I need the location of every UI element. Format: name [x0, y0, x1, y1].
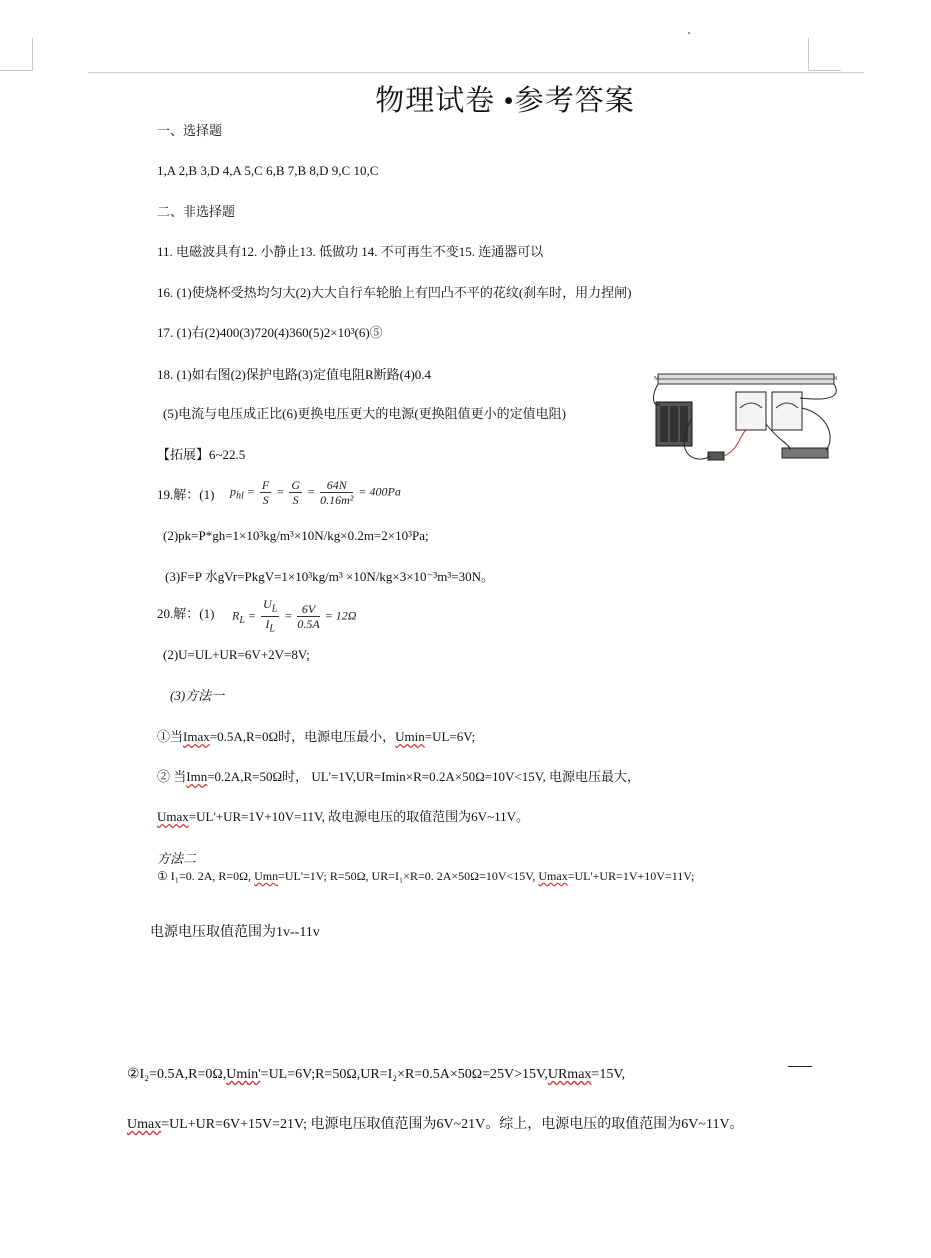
answer-q11-15: 11. 电磁波具有12. 小静止13. 低做功 14. 不可再生不变15. 连通器可以	[157, 244, 544, 259]
page-corner-mark	[0, 38, 33, 71]
text-run: URmax	[547, 1067, 592, 1082]
answer-q19-part3: (3)F=P 水gVr=PkgV=1×10³kg/m³ ×10N/kg×3×10⁻³m³=30N。	[165, 569, 495, 584]
answer-q20-m1-conclusion	[157, 808, 529, 826]
frac-denominator: 0.5A	[297, 617, 320, 632]
text-run: Umax	[127, 1117, 162, 1132]
text-run: Imn	[186, 769, 208, 784]
formula-q19-pressure: $p_{hl}$ = $\frac{F}{S}$ = $\frac{G}{S}$ = $\frac{64N}{\text{0.16m²}}$ = 400Pa	[230, 478, 401, 507]
formula-subscript: L	[271, 603, 278, 615]
answer-q20-m2-case2	[127, 1066, 625, 1084]
formula-symbol: p	[230, 484, 236, 499]
dash-mark	[788, 1066, 812, 1067]
formula-subscript: hl	[236, 490, 244, 502]
answer-q17: 17. (1)右(2)400(3)720(4)360(5)2×10³(6)⑤	[157, 325, 383, 340]
formula-subscript: L	[239, 615, 245, 627]
text-run: Umax	[157, 809, 189, 824]
answer-q20-lead: 20.解：(1)	[157, 606, 215, 621]
text-run: =UL+UR=6V+15V=21V; 电源电压取值范围为6V~21V。综上，电源电压的取值范围为6V~11V。	[161, 1117, 744, 1132]
method-one-label: (3)方法一	[170, 688, 225, 703]
formula-result: = 400Pa	[358, 484, 401, 499]
frac-denominator: S	[292, 493, 299, 507]
section-heading-choice: 一、选择题	[157, 123, 223, 138]
page-corner-mark	[808, 38, 841, 71]
text-run: Imax	[183, 729, 210, 744]
frac-numerator: 6V	[297, 602, 319, 617]
section-heading-nonchoice: 二、非选择题	[157, 204, 236, 219]
page-title: 物理试卷 •参考答案	[375, 85, 635, 117]
frac-denominator: S	[262, 493, 269, 507]
text-run: Umax	[538, 869, 568, 883]
answer-q18-part2: (5)电流与电压成正比(6)更换电压更大的电源(更换阻值更小的定值电阻)	[163, 406, 566, 421]
answer-q20-final-conclusion	[127, 1116, 744, 1134]
answer-q19-part2: (2)pk=P*gh=1×10³kg/m³×10N/kg×0.2m=2×10³Pa;	[163, 528, 429, 543]
text-run: Umn	[254, 869, 279, 883]
text-run: =0.5A,R=0Ω时，电源电压最小，	[209, 729, 396, 744]
answer-q20-m1-case2	[157, 768, 640, 786]
answer-q20-part2: (2)U=UL+UR=6V+2V=8V;	[163, 647, 310, 662]
frac-numerator: F	[261, 478, 270, 492]
text-run: =UL=6V;R=50Ω,UR=I₂×R=0.5A×50Ω=25V>15V,	[260, 1067, 548, 1082]
answer-q18-part1: 18. (1)如右图(2)保护电路(3)定值电阻R断路(4)0.4	[157, 367, 432, 382]
choice-answers: 1,A 2,B 3,D 4,A 5,C 6,B 7,B 8,D 9,C 10,C	[157, 163, 379, 178]
circuit-diagram-image	[650, 368, 840, 468]
svg-text:N: N	[833, 376, 838, 382]
frac-numerator: 64N	[320, 478, 353, 493]
speck	[688, 32, 690, 34]
frac-denominator: 0.16m²	[320, 493, 354, 507]
text-run: =15V,	[591, 1067, 626, 1082]
text-run: Umin'	[226, 1067, 261, 1082]
text-run: =UL=6V;	[424, 729, 476, 744]
answer-q16: 16. (1)使烧杯受热均匀大(2)大大自行车轮胎上有凹凸不平的花纹(刹车时，用力捏闸)	[157, 285, 632, 300]
frac-numerator: G	[291, 478, 301, 492]
frac-numerator: U	[263, 597, 272, 611]
text-run: =UL'+UR=1V+10V=11V;	[567, 869, 695, 883]
method-two-label: 方法二	[157, 851, 197, 866]
answer-q20-m2-case1	[157, 867, 694, 885]
formula-q20-resistance: $R_L$ = $\frac{U_L}{I_L}$ = $\frac{6V}{0.5A}$ = 12Ω	[232, 597, 357, 635]
text-run: ② 当	[157, 769, 187, 784]
frac-denominator: I	[265, 617, 270, 632]
text-run: Umin	[395, 729, 425, 744]
answer-q20-m1-case1	[157, 728, 475, 746]
formula-symbol: R	[232, 608, 240, 623]
formula-result: = 12Ω	[324, 608, 357, 623]
text-run: ①当	[157, 729, 184, 744]
svg-text:M: M	[654, 376, 660, 382]
text-run: =UL'=1V; R=50Ω, UR=I₁×R=0. 2A×50Ω=10V<15V,	[278, 869, 539, 883]
text-run: ① I₁=0. 2A, R=0Ω,	[157, 869, 255, 883]
answer-q20-m2-range1: 电源电压取值范围为1v--11v	[150, 925, 320, 940]
text-run: =0.2A,R=50Ω时， UL'=1V,UR=Imin×R=0.2A×50Ω=10V<15V, 电源电压最大，	[207, 769, 640, 784]
formula-subscript: L	[269, 623, 275, 635]
answer-q18-extension: 【拓展】6~22.5	[157, 447, 246, 462]
text-run: ②I₂=0.5A,R=0Ω,	[127, 1067, 227, 1082]
header-rule	[88, 72, 864, 73]
text-run: =UL'+UR=1V+10V=11V, 故电源电压的取值范围为6V~11V。	[188, 809, 530, 824]
answer-q19-lead: 19.解：(1)	[157, 487, 215, 502]
